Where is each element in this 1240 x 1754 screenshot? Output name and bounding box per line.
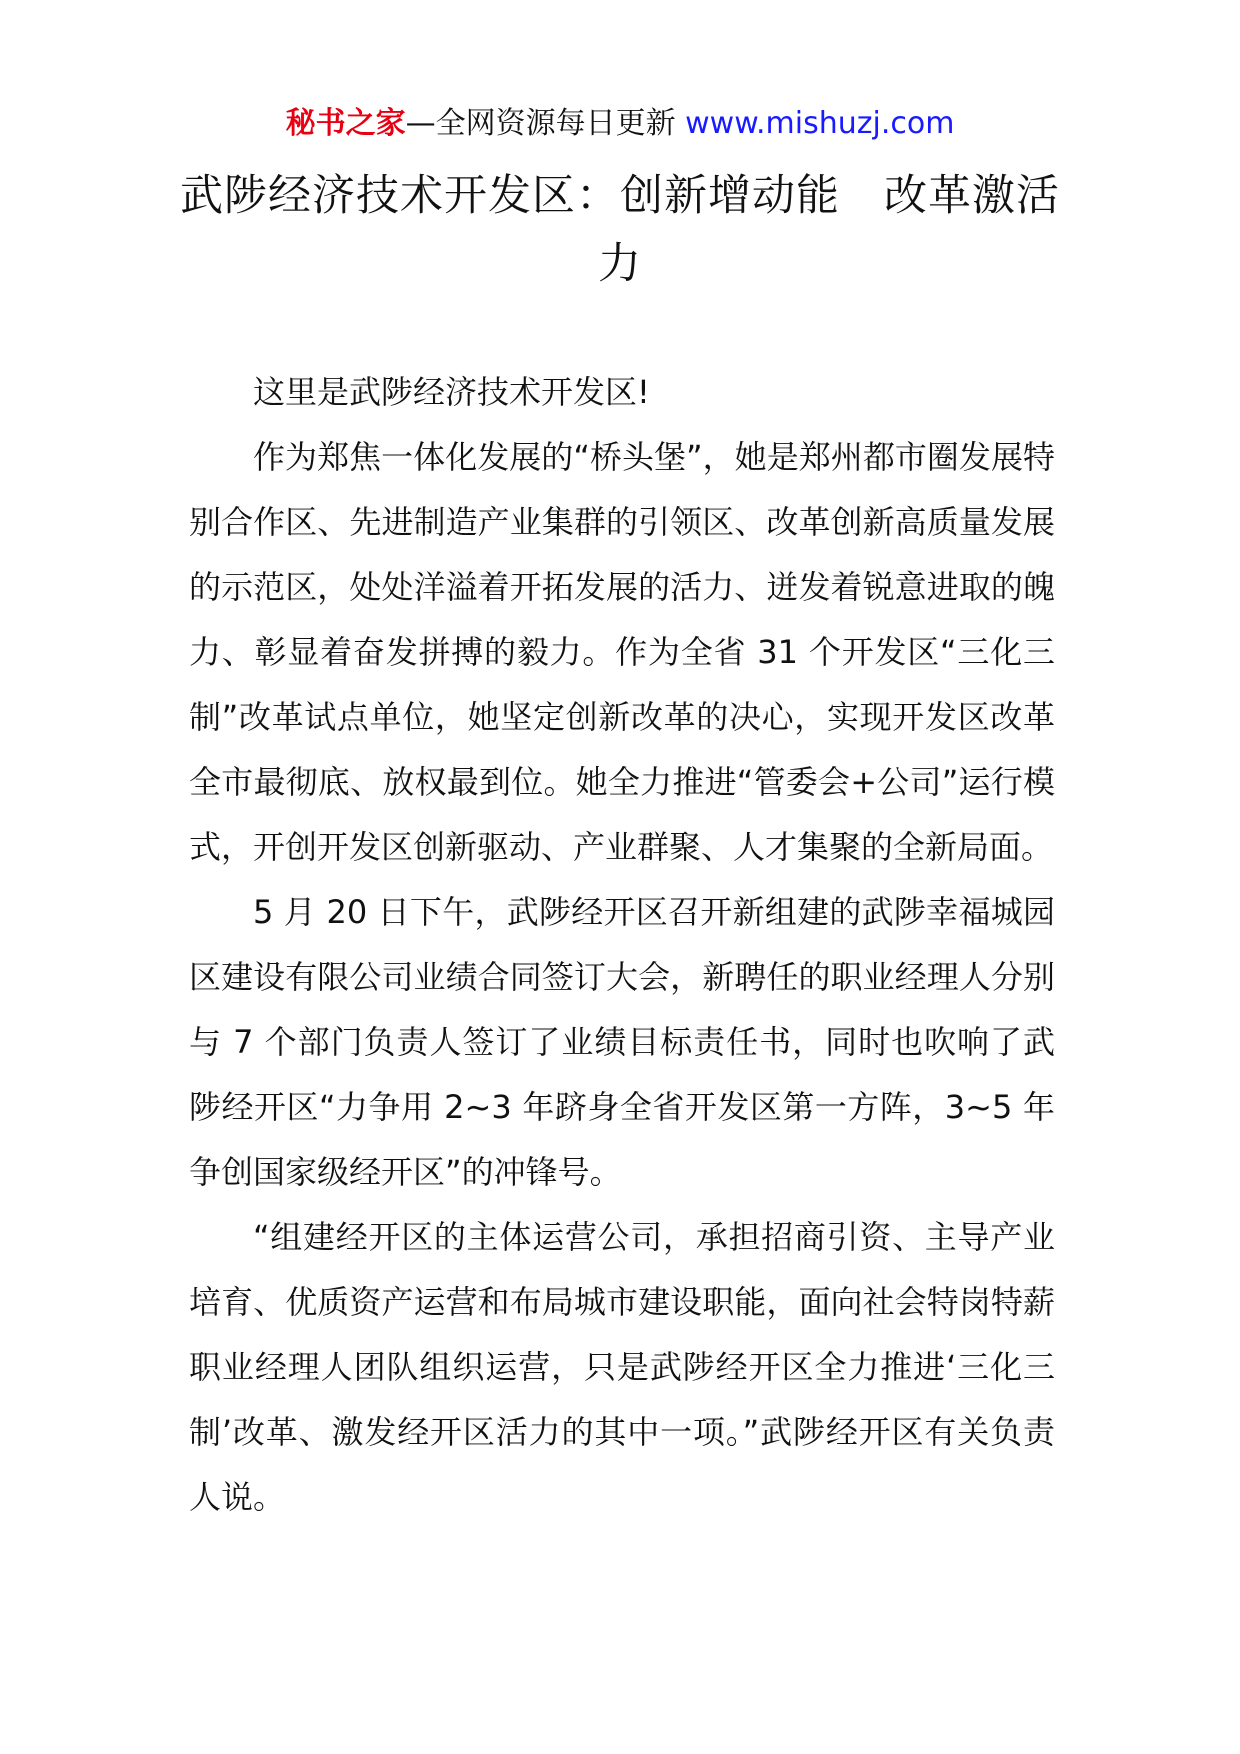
site-url-link[interactable]: www.mishuzj.com [685,106,955,141]
paragraph: “组建经开区的主体运营公司，承担招商引资、主导产业培育、优质资产运营和布局城市建设职能，面向社会特岗特薪职业经理人团队组织运营，只是武陟经开区全力推进‘三化三制’改革、激发经开区活力的其中一项。”武陟经开区有关负责人说。 [189,1218,1055,1516]
paragraph: 作为郑焦一体化发展的“桥头堡”，她是郑州都市圈发展特别合作区、先进制造产业集群的引领区、改革创新高质量发展的示范区，处处洋溢着开拓发展的活力、迸发着锐意进取的魄力、彰显着奋发拼搏的毅力。作为全省 31 个开发区“三化三制”改革试点单位，她坚定创新改革的决心，实现开发区改革全市最彻底、放权最到位。她全力推进“管委会+公司”运行模式，开创开发区创新驱动、产业群聚、人才集聚的全新局面。 [189,438,1055,866]
site-banner [0,104,1240,144]
document-body [189,360,1055,1530]
document-title: 武陟经济技术开发区：创新增动能 改革激活力 [180,171,1060,289]
site-tagline: —全网资源每日更新 [405,106,676,141]
paragraph: 这里是武陟经济技术开发区! [253,373,650,411]
paragraph: 5 月 20 日下午，武陟经开区召开新组建的武陟幸福城园区建设有限公司业绩合同签订大会，新聘任的职业经理人分别与 7 个部门负责人签订了业绩目标责任书，同时也吹响了武陟经开区“力争用 2~3 年跻身全省开发区第一方阵，3~5 年争创国家级经开区”的冲锋号。 [189,893,1055,1191]
site-brand: 秘书之家 [285,106,406,141]
